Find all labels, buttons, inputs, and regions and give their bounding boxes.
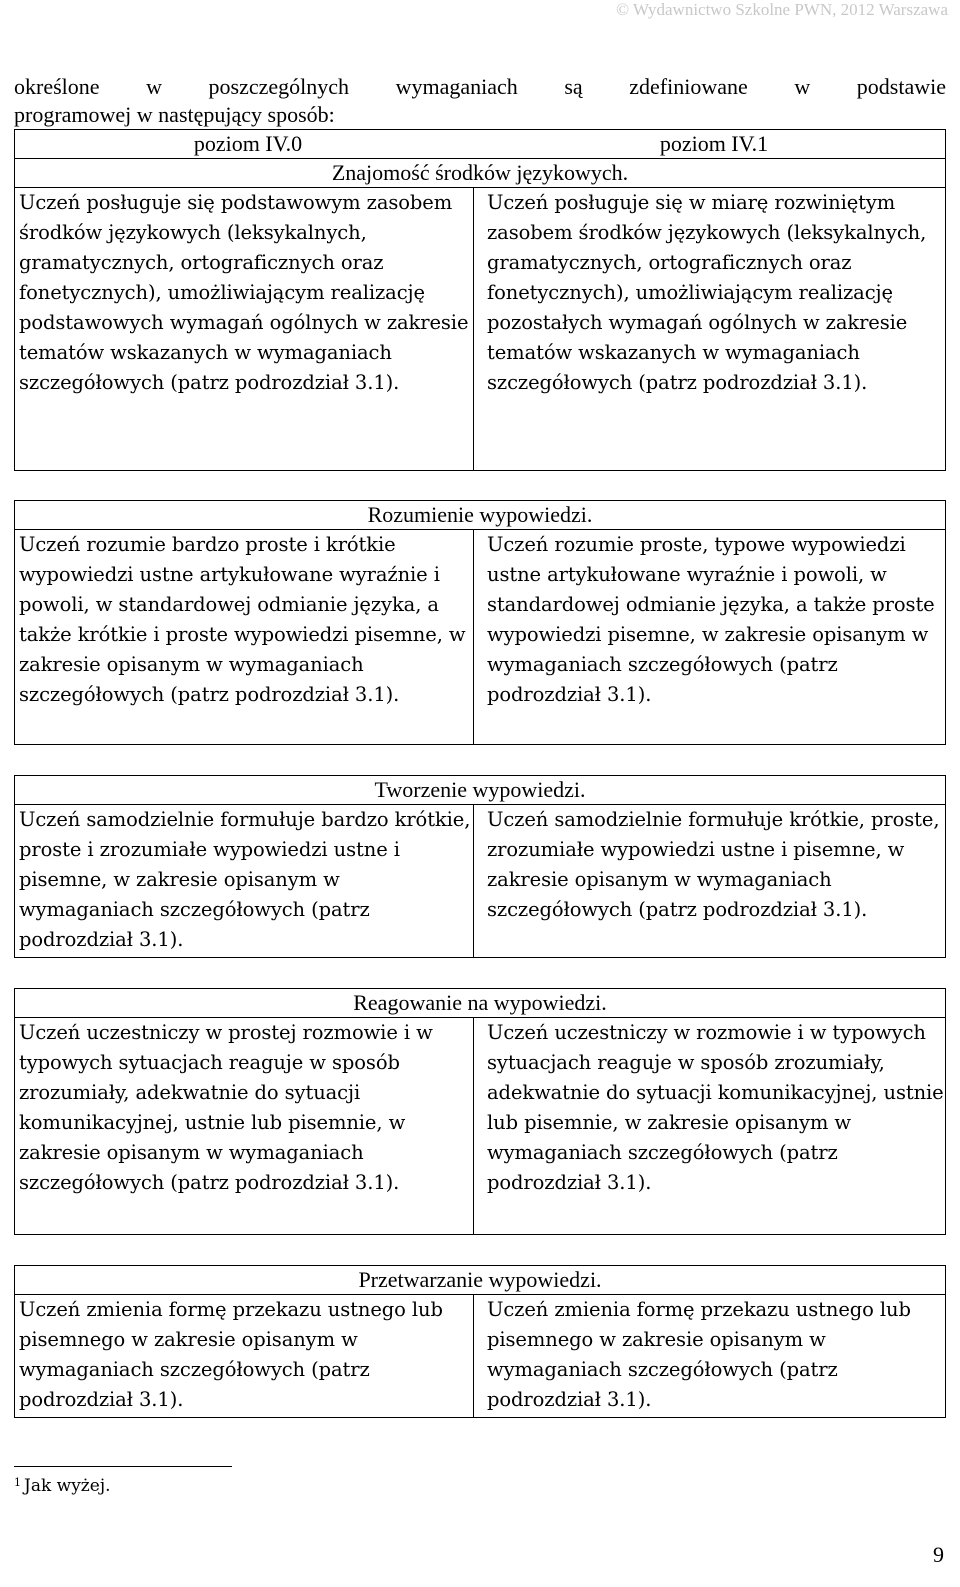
level-iv0-cell: Uczeń zmienia formę przekazu ustnego lub pisemnego w zakresie opisanym w wymaganiach szczegółowych (patrz podrozdział 3.1). [15,1295,474,1417]
intro-paragraph [14,73,946,129]
page-number: 9 [933,1542,944,1567]
level-iv1-cell: Uczeń uczestniczy w rozmowie i w typowych sytuacjach reaguje w sposób zrozumiały, adekwatnie do sytuacji komunikacyjnej, ustnie lub pisemnie, w zakresie opisanym w wymaganiach szczegółowych (patrz podrozdział 3.1). [487,1021,944,1194]
level-iv0-cell: Uczeń rozumie bardzo proste i krótkie wypowiedzi ustne artykułowane wyraźnie i powoli, w standardowej odmianie języka, a także krótkie i proste wypowiedzi pisemne, w zakresie opisanym w wymaganiach szczegółowych (patrz podrozdział 3.1). [15,530,474,744]
table-processing [14,1265,946,1418]
level-iv0-cell: Uczeń uczestniczy w prostej rozmowie i w typowych sytuacjach reaguje w sposób zrozumiały, adekwatnie do sytuacji komunikacyjnej, ustnie lub pisemnie, w zakresie opisanym w wymaganiach szczegółowych (patrz podrozdział 3.1). [15,1018,474,1234]
table-row [15,1295,945,1417]
level-iv0-cell: Uczeń posługuje się podstawowym zasobem środków językowych (leksykalnych, gramatycznych, ortograficznych oraz fonetycznych), umożliwiającym realizację podstawowych wymagań ogólnych w zakresie tematów wskazanych w wymaganiach szczegółowych (patrz podrozdział 3.1). [15,188,474,470]
section-title: Przetwarzanie wypowiedzi. [15,1266,945,1295]
table-production [14,775,946,958]
level-iv1-cell: Uczeń samodzielnie formułuje krótkie, proste, zrozumiałe wypowiedzi ustne i pisemne, w zakresie opisanym w wymaganiach szczegółowych (patrz podrozdział 3.1). [487,808,940,921]
level-iv1-cell: Uczeń posługuje się w miarę rozwiniętym zasobem środków językowych (leksykalnych, gramatycznych, ortograficznych oraz fonetycznych), umożliwiającym realizację pozostałych wymagań ogólnych w zakresie tematów wskazanych w wymaganiach szczegółowych (patrz podrozdział 3.1). [487,191,927,394]
section-title: Tworzenie wypowiedzi. [15,776,945,805]
footnote-divider [14,1466,232,1467]
footnote [14,1476,111,1496]
intro-line-1: określone w poszczególnych wymaganiach są zdefiniowane w podstawie [14,74,946,99]
level-iv0-heading: poziom IV.0 [193,131,303,156]
table-row [15,188,945,470]
table-row [15,530,945,744]
intro-line-2: programowej w następujący sposób: [14,102,335,127]
levels-header-row [15,130,945,159]
table-understanding [14,500,946,745]
table-row [15,805,945,957]
level-iv1-cell: Uczeń zmienia formę przekazu ustnego lub pisemnego w zakresie opisanym w wymaganiach szczegółowych (patrz podrozdział 3.1). [487,1298,911,1411]
section-title: Reagowanie na wypowiedzi. [15,989,945,1018]
footnote-text: Jak wyżej. [24,1476,111,1496]
copyright-notice: © Wydawnictwo Szkolne PWN, 2012 Warszawa [616,0,948,19]
section-title: Rozumienie wypowiedzi. [15,501,945,530]
section-title: Znajomość środków językowych. [15,159,945,188]
level-iv1-heading: poziom IV.1 [659,131,769,156]
level-iv0-cell: Uczeń samodzielnie formułuje bardzo krótkie, proste i zrozumiałe wypowiedzi ustne i pisemne, w zakresie opisanym w wymaganiach szczegółowych (patrz podrozdział 3.1). [15,805,474,957]
table-language-means [14,129,946,471]
footnote-marker: 1 [14,1476,21,1489]
table-reacting [14,988,946,1235]
level-iv1-cell: Uczeń rozumie proste, typowe wypowiedzi ustne artykułowane wyraźnie i powoli, w standardowej odmianie języka, a także proste wypowiedzi pisemne, w zakresie opisanym w wymaganiach szczegółowych (patrz podrozdział 3.1). [487,533,935,706]
table-row [15,1018,945,1234]
